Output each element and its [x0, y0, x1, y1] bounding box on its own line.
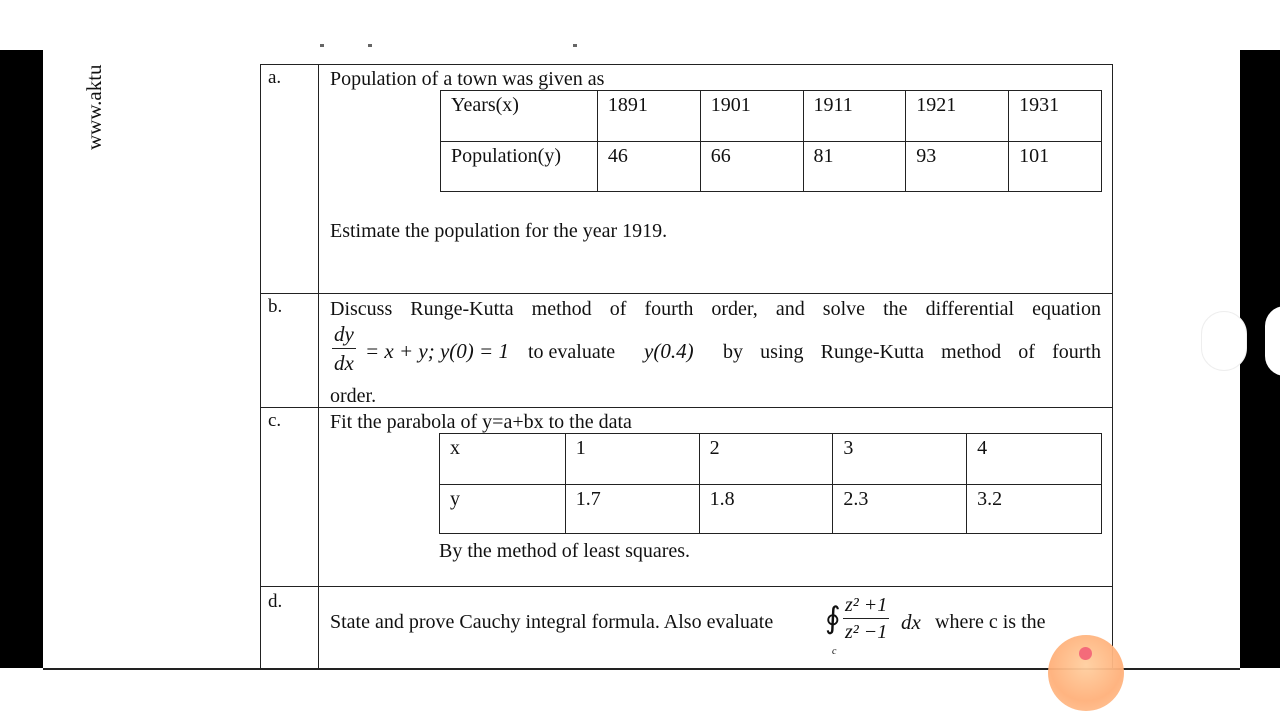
table-cell: 2.3	[833, 485, 967, 534]
table-cell: 1901	[700, 91, 803, 142]
table-row-years	[441, 91, 1102, 142]
table-cell: 66	[700, 142, 803, 192]
question-row-a	[261, 65, 1112, 294]
table-cell: 3	[833, 434, 967, 485]
left-black-bar	[0, 50, 43, 668]
touch-point-icon	[1079, 647, 1092, 660]
table-header-cell: Population(y)	[441, 142, 598, 192]
table-cell: 1891	[597, 91, 700, 142]
table-cell: 4	[967, 434, 1102, 485]
scan-artifact	[573, 44, 577, 47]
question-label: c.	[268, 410, 282, 431]
fraction-denominator: dx	[334, 351, 354, 375]
question-body	[319, 294, 1112, 407]
question-row-d	[261, 587, 1112, 671]
table-cell: 1911	[803, 91, 906, 142]
question-label: b.	[268, 296, 283, 317]
question-text: to evaluate	[528, 341, 616, 363]
contour-integral-icon: ∮	[825, 602, 841, 635]
table-cell: 3.2	[967, 485, 1102, 534]
scan-artifact	[368, 44, 372, 47]
table-cell: 1	[565, 434, 699, 485]
evaluation-point: y(0.4)	[644, 339, 694, 363]
derivative-fraction	[332, 322, 356, 376]
floating-control-handle[interactable]	[1201, 311, 1247, 371]
table-row-population	[441, 142, 1102, 192]
question-table	[260, 64, 1113, 670]
question-label: d.	[268, 591, 283, 612]
question-row-c	[261, 408, 1112, 587]
table-row-x	[440, 434, 1102, 485]
table-header-cell: Years(x)	[441, 91, 598, 142]
scan-artifact	[320, 44, 324, 47]
data-table	[439, 433, 1102, 534]
population-table	[440, 90, 1102, 192]
question-body	[319, 65, 1112, 293]
differential: dx	[901, 610, 921, 634]
question-footer: By the method of least squares.	[439, 540, 691, 562]
table-cell: 93	[906, 142, 1009, 192]
differential-equation: = x + y; y(0) = 1	[365, 339, 509, 363]
table-cell: 1.8	[699, 485, 833, 534]
table-row-y	[440, 485, 1102, 534]
table-cell: 46	[597, 142, 700, 192]
integrand-fraction	[843, 594, 889, 644]
table-cell: 81	[803, 142, 906, 192]
table-cell: 1921	[906, 91, 1009, 142]
question-intro: Fit the parabola of y=a+bx to the data	[330, 411, 632, 433]
integral-subscript: c	[832, 646, 837, 657]
question-prompt: Estimate the population for the year 1919.	[330, 220, 668, 242]
question-label: a.	[268, 67, 282, 88]
table-cell: 1931	[1009, 91, 1102, 142]
table-cell: 2	[699, 434, 833, 485]
table-header-cell: y	[440, 485, 566, 534]
table-header-cell: x	[440, 434, 566, 485]
question-label-cell	[261, 294, 319, 407]
fraction-denominator: z² −1	[845, 621, 888, 643]
question-label-cell	[261, 587, 319, 671]
question-text-continued: where c is the	[935, 611, 1046, 633]
question-intro: Population of a town was given as	[330, 68, 605, 90]
question-row-b	[261, 294, 1112, 408]
question-line-3: order.	[330, 385, 377, 407]
watermark-text: www.aktu	[82, 64, 106, 150]
fraction-numerator: z² +1	[843, 594, 889, 619]
table-cell: 101	[1009, 142, 1102, 192]
question-body	[319, 587, 1112, 671]
floating-control-handle[interactable]	[1265, 306, 1280, 376]
question-line-1: Discuss Runge-Kutta method of fourth order, and solve the differential equation	[330, 298, 1101, 320]
fraction-numerator: dy	[332, 322, 356, 349]
table-cell: 1.7	[565, 485, 699, 534]
question-label-cell	[261, 65, 319, 293]
question-body	[319, 408, 1112, 586]
question-text: State and prove Cauchy integral formula. Also evaluate	[330, 611, 774, 633]
question-line-2: by using Runge-Kutta method of fourth	[723, 341, 1101, 363]
question-label-cell	[261, 408, 319, 586]
